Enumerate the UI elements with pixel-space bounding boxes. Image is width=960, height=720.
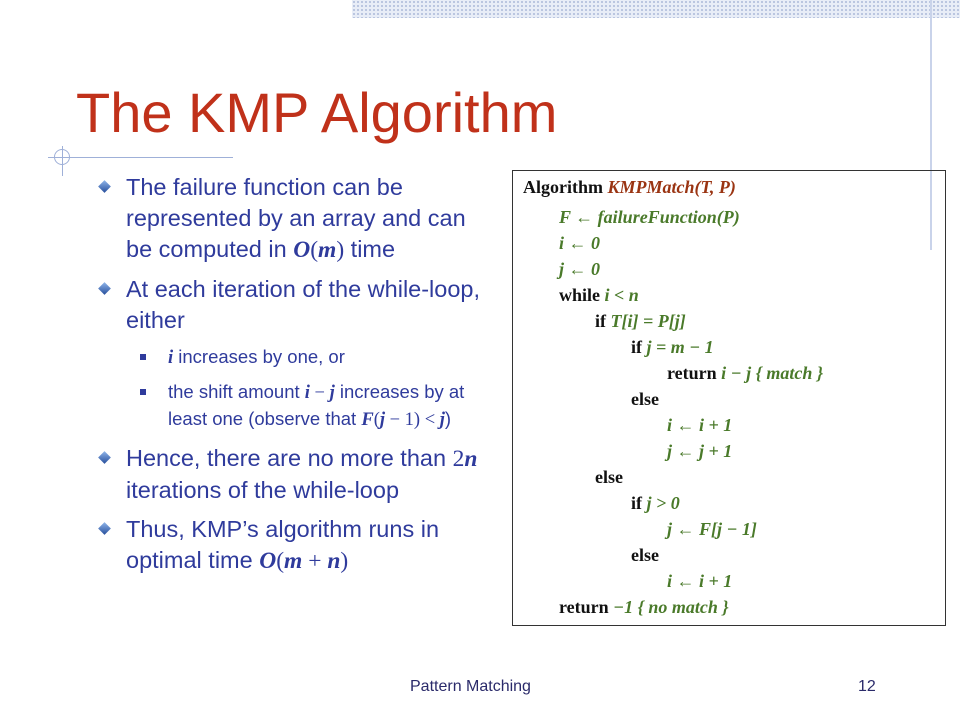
- code-line-if-j-positive: if j > 0: [631, 493, 680, 513]
- code-line-else-2: else: [595, 467, 623, 487]
- crosshair-circle: [54, 149, 70, 165]
- code-line-increment-i-2: i ← i + 1: [667, 571, 733, 591]
- bullet-list: [96, 172, 496, 585]
- sub-bullet-shift-amount: the shift amount i − j increases by at least one (observe that F(j − 1) < j): [140, 379, 496, 433]
- top-decorative-band: [352, 0, 960, 18]
- code-line-while: while i < n: [559, 285, 639, 305]
- code-line-increment-j: j ← j + 1: [667, 441, 733, 461]
- diamond-bullet-icon: [98, 180, 111, 193]
- footer-title: Pattern Matching: [410, 678, 531, 695]
- diamond-bullet-icon: [98, 522, 111, 535]
- diamond-bullet-icon: [98, 282, 111, 295]
- page-number: 12: [858, 678, 876, 695]
- bullet-running-time: Thus, KMP’s algorithm runs in optimal time O(m + n): [96, 514, 496, 577]
- code-line-shift-j: j ← F[j − 1]: [667, 519, 757, 539]
- bullet-failure-function: The failure function can be represented by an array and can be computed in O(m) time: [96, 172, 496, 266]
- square-bullet-icon: [140, 389, 146, 395]
- algorithm-header: Algorithm KMPMatch(T, P): [523, 177, 736, 197]
- square-bullet-icon: [140, 354, 146, 360]
- bullet-iterations-bound: Hence, there are no more than 2n iterations of the while-loop: [96, 443, 496, 506]
- sub-bullet-list: [140, 344, 496, 433]
- sub-bullet-i-increases: i increases by one, or: [140, 344, 496, 371]
- code-line-init-i: i ← 0: [559, 233, 601, 253]
- code-line-if-match: if T[i] = P[j]: [595, 311, 686, 331]
- slide-title: The KMP Algorithm: [76, 81, 558, 144]
- title-underline: [48, 157, 233, 158]
- code-line-failure: F ← failureFunction(P): [559, 207, 740, 227]
- bullet-iteration: At each iteration of the while-loop, either: [96, 274, 496, 336]
- code-line-else-3: else: [631, 545, 659, 565]
- algorithm-box: [512, 170, 946, 626]
- diamond-bullet-icon: [98, 451, 111, 464]
- code-line-else-1: else: [631, 389, 659, 409]
- code-line-return-no-match: return −1 { no match }: [559, 597, 729, 617]
- code-line-return-match: return i − j { match }: [667, 363, 824, 383]
- code-line-init-j: j ← 0: [559, 259, 601, 279]
- code-line-increment-i: i ← i + 1: [667, 415, 733, 435]
- code-line-if-end: if j = m − 1: [631, 337, 714, 357]
